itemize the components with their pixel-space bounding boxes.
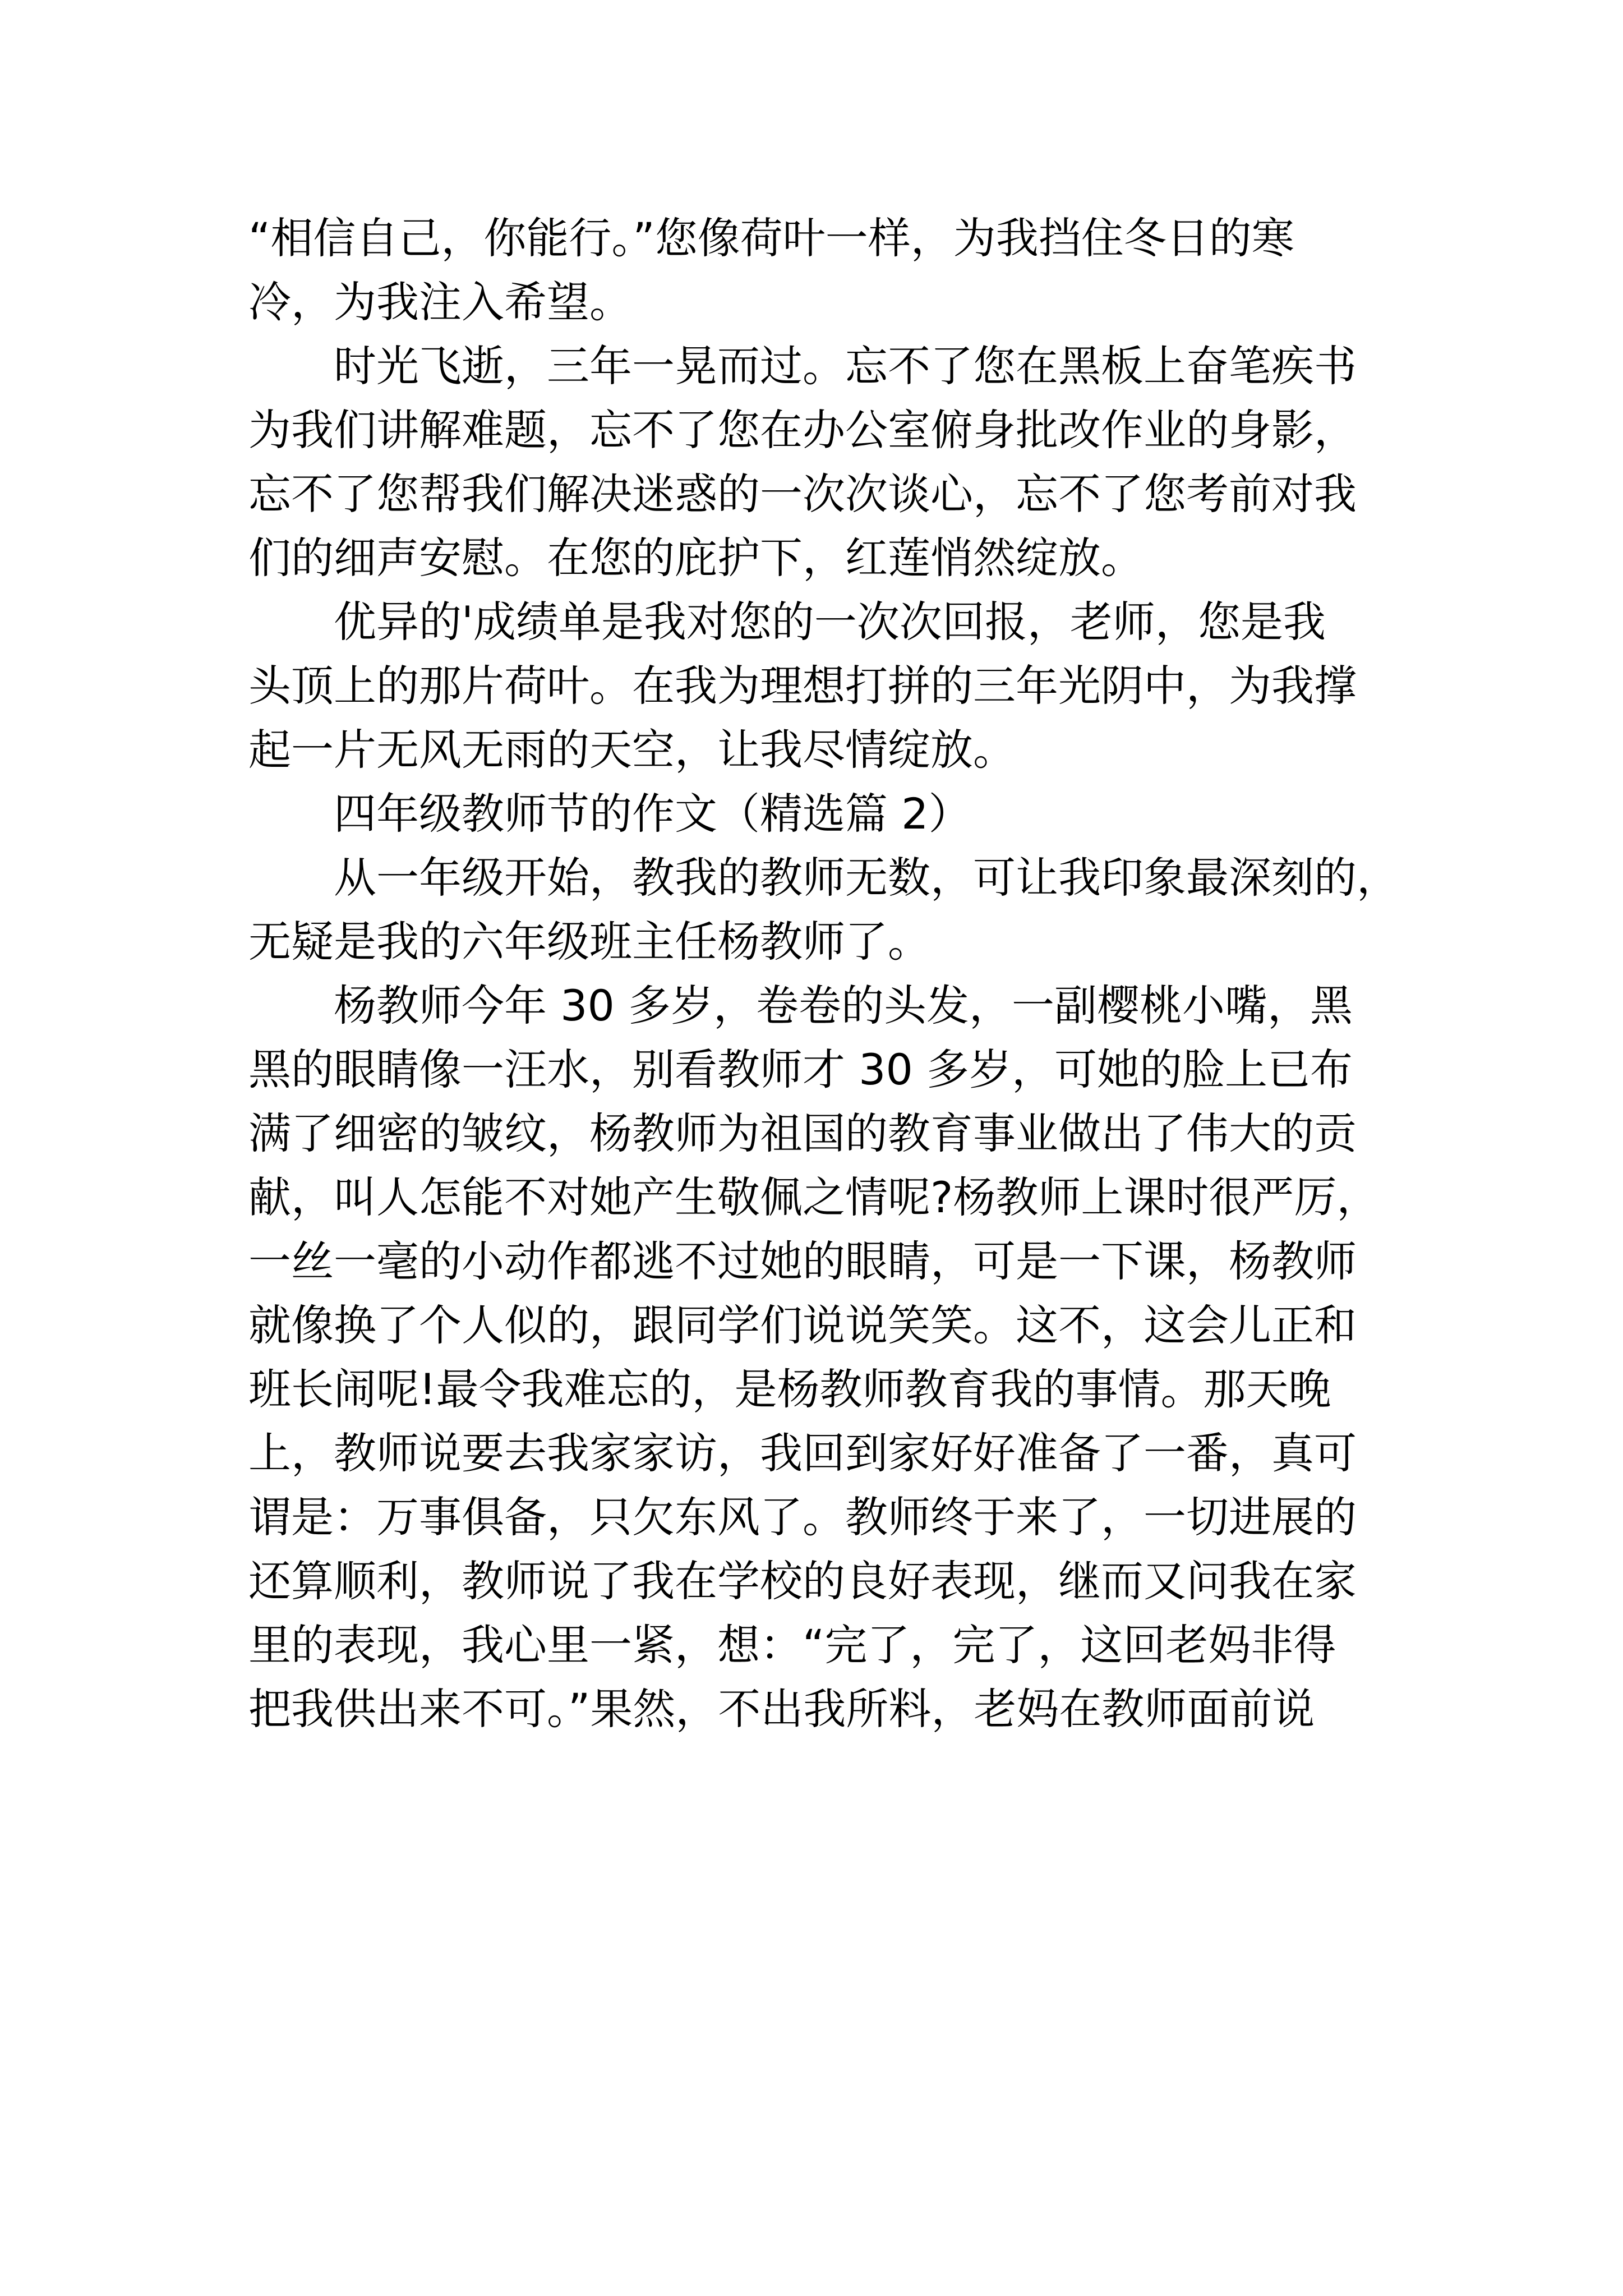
section-heading: 四年级教师节的作文（精选篇 2） [334,789,971,839]
paragraph-line: 一丝一毫的小动作都逃不过她的眼睛，可是一下课，杨教师 [248,1236,1357,1286]
paragraph-line: 从一年级开始，教我的教师无数，可让我印象最深刻的， [334,853,1399,903]
paragraph-line: 起一片无风无雨的天空，让我尽情绽放。 [248,725,1016,775]
paragraph-line: 头顶上的那片荷叶。在我为理想打拼的三年光阴中，为我撑 [248,661,1357,711]
paragraph-line: 忘不了您帮我们解决迷惑的一次次谈心，忘不了您考前对我 [248,469,1357,519]
paragraph-line: 就像换了个人似的，跟同学们说说笑笑。这不，这会儿正和 [248,1300,1357,1350]
paragraph-line: 黑的眼睛像一汪水，别看教师才 30 多岁，可她的脸上已布 [248,1045,1353,1094]
paragraph-line: 谓是：万事俱备，只欠东风了。教师终于来了，一切进展的 [248,1492,1357,1542]
paragraph-line: “相信自己，你能行。”您像荷叶一样，为我挡住冬日的寒 [248,213,1294,263]
paragraph-line: 时光飞逝，三年一晃而过。忘不了您在黑板上奋笔疾书 [334,341,1357,391]
paragraph-line: 还算顺利，教师说了我在学校的良好表现，继而又问我在家 [248,1556,1357,1606]
paragraph-line: 杨教师今年 30 多岁，卷卷的头发，一副樱桃小嘴，黑 [334,981,1353,1030]
paragraph-line: 满了细密的皱纹，杨教师为祖国的教育事业做出了伟大的贡 [248,1108,1357,1158]
paragraph-line: 冷，为我注入希望。 [248,277,632,327]
paragraph-line: 无疑是我的六年级班主任杨教师了。 [248,917,930,967]
paragraph-line: 们的细声安慰。在您的庇护下，红莲悄然绽放。 [248,533,1144,583]
paragraph-line: 班长闹呢!最令我难忘的，是杨教师教育我的事情。那天晚 [248,1364,1331,1414]
paragraph-line: 为我们讲解难题，忘不了您在办公室俯身批改作业的身影， [248,405,1357,455]
paragraph-line: 献，叫人怎能不对她产生敬佩之情呢?杨教师上课时很严厉， [248,1172,1380,1222]
paragraph-line: 里的表现，我心里一紧，想：“完了，完了，这回老妈非得 [248,1620,1336,1670]
paragraph-line: 优异的'成绩单是我对您的一次次回报，老师，您是我 [334,597,1326,647]
paragraph-line: 上，教师说要去我家家访，我回到家好好准备了一番，真可 [248,1428,1357,1478]
paragraph-line: 把我供出来不可。”果然，不出我所料，老妈在教师面前说 [248,1684,1315,1734]
